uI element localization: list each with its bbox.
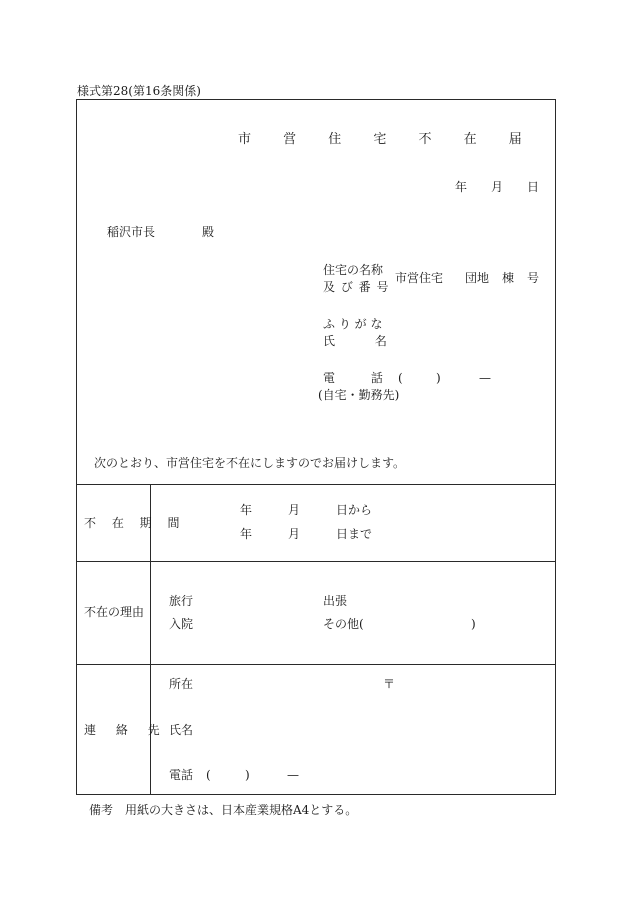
contact-name-label: 氏名 bbox=[169, 723, 194, 737]
house-value-prefix[interactable]: 市営住宅 bbox=[395, 271, 444, 285]
reason-other-close: ) bbox=[471, 617, 476, 631]
applicant-name-label bbox=[323, 335, 405, 347]
absence-period-label: 不 在 期 間 bbox=[84, 516, 186, 530]
form-frame bbox=[76, 99, 556, 795]
absence-end-month[interactable]: 月 bbox=[288, 527, 301, 541]
table-row-divider-2 bbox=[76, 664, 556, 665]
house-value-number[interactable]: 号 bbox=[527, 271, 540, 285]
applicant-phone-dash: — bbox=[479, 371, 491, 385]
addressee-name: 稲沢市長 bbox=[107, 225, 156, 239]
form-title: 市 営 住 宅 不 在 届 bbox=[238, 132, 536, 147]
house-value-danchi[interactable]: 団地 bbox=[465, 271, 490, 285]
date-year[interactable]: 年 bbox=[455, 180, 468, 194]
absence-start-year[interactable]: 年 bbox=[240, 503, 253, 517]
reason-hospital-option[interactable]: 入院 bbox=[169, 617, 194, 631]
contact-phone-dash: — bbox=[287, 768, 299, 782]
table-column-divider bbox=[150, 484, 151, 795]
reason-other-option[interactable]: その他( bbox=[323, 617, 364, 631]
contact-phone-paren-close: ) bbox=[245, 768, 250, 782]
contact-phone-paren-open: ( bbox=[206, 768, 211, 782]
applicant-phone-label bbox=[323, 372, 399, 384]
house-label-line1: 住宅の名称 bbox=[323, 263, 384, 277]
table-row-divider-1 bbox=[76, 561, 556, 562]
applicant-phone-note: (自宅・勤務先) bbox=[318, 388, 400, 402]
remark-text: 備考 用紙の大きさは、日本産業規格A4とする。 bbox=[89, 803, 358, 817]
postal-mark-icon: 〒 bbox=[383, 677, 396, 691]
reason-travel-option[interactable]: 旅行 bbox=[169, 594, 194, 608]
addressee-honorific: 殿 bbox=[202, 225, 215, 239]
date-day[interactable]: 日 bbox=[527, 180, 540, 194]
form-number: 様式第28(第16条関係) bbox=[77, 84, 201, 98]
contact-address-label: 所在 bbox=[169, 677, 194, 691]
contact-label bbox=[84, 724, 168, 736]
contact-phone-label: 電話 bbox=[169, 768, 194, 782]
contact-label-text: 連 絡 先 bbox=[84, 723, 168, 737]
applicant-phone-label-text: 電 話 bbox=[323, 371, 399, 385]
absence-end-day[interactable]: 日まで bbox=[336, 527, 373, 541]
absence-reason-label: 不在の理由 bbox=[84, 605, 145, 619]
reason-business-trip-option[interactable]: 出張 bbox=[323, 594, 348, 608]
house-value-building[interactable]: 棟 bbox=[502, 271, 515, 285]
absence-start-month[interactable]: 月 bbox=[288, 503, 301, 517]
absence-end-year[interactable]: 年 bbox=[240, 527, 253, 541]
house-label-line2: 及 び 番 号 bbox=[323, 280, 390, 294]
table-top-line bbox=[76, 484, 556, 485]
date-month[interactable]: 月 bbox=[491, 180, 504, 194]
furigana-label: ふ り が な bbox=[323, 317, 383, 331]
applicant-name-label-text: 氏 名 bbox=[323, 334, 405, 348]
absence-start-day[interactable]: 日から bbox=[336, 503, 373, 517]
applicant-phone-paren-close: ) bbox=[436, 371, 441, 385]
applicant-phone-paren-open: ( bbox=[398, 371, 403, 385]
intro-text: 次のとおり、市営住宅を不在にしますのでお届けします。 bbox=[94, 456, 406, 470]
